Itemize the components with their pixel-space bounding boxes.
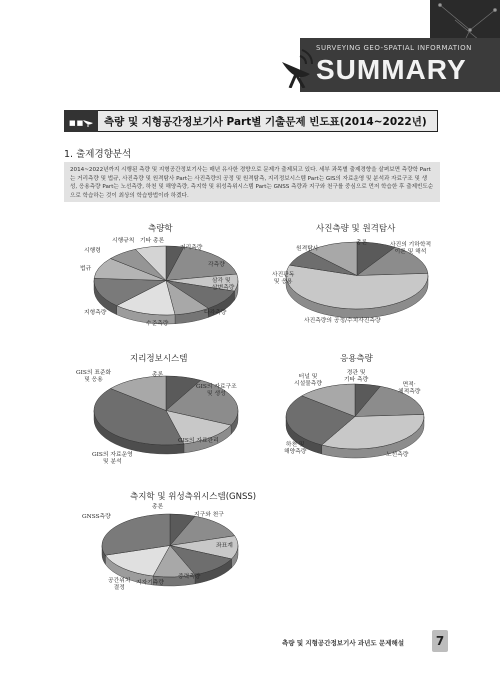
pie1-label-2: 각측량 xyxy=(208,262,225,268)
pie4-label-0: 경관 및 기타 측량 xyxy=(344,370,369,383)
pie4-label-1: 면적· 체적측량 xyxy=(398,382,421,395)
pie3-label-3: GIS의 자료운영 및 분석 xyxy=(92,452,133,465)
section-heading: 1. 출제경향분석 xyxy=(64,149,132,160)
pie5-label-1: 지구와 천구 xyxy=(194,512,224,518)
pie5-label-4: 지자기측량 xyxy=(136,580,164,586)
header-subtitle: SURVEYING GEO-SPATIAL INFORMATION xyxy=(316,44,472,52)
pie1-label-5: 수준측량 xyxy=(146,321,169,327)
chart-title-2: 사진측량 및 원격탐사 xyxy=(316,224,396,234)
pie1-label-6: 지형측량 xyxy=(84,310,107,316)
pie1-label-3: 삼각 및 삼변측량 xyxy=(212,278,235,291)
chart-title-1: 측량학 xyxy=(148,224,173,234)
pie4-label-4: 터널 및 시설물측량 xyxy=(294,374,322,387)
pie2-label-1: 사진의 기하학적 이론 및 해석 xyxy=(390,242,432,255)
pie2-label-3: 사진판독 및 응용 xyxy=(272,272,295,285)
satellite-dish-icon xyxy=(276,44,316,88)
footer-text xyxy=(282,638,404,647)
pie1-label-7: 법규 xyxy=(80,266,92,272)
chart-title-3: 지리정보시스템 xyxy=(130,354,188,364)
chart-title-5: 측지학 및 위성측위시스템(GNSS) xyxy=(130,492,257,502)
pie2-label-2: 사진측량의 공정/수치사진측량 xyxy=(304,318,381,324)
pie5-label-2: 좌표계 xyxy=(216,543,233,549)
pie5-label-5: 공간위치 결정 xyxy=(108,578,131,591)
pie1-label-4: 다각측량 xyxy=(204,310,227,316)
chapter-title-box xyxy=(64,110,438,132)
pie3-label-0: 총론 xyxy=(152,372,164,378)
intro-paragraph: 2014~2022년까지 시행된 측량 및 지형공간정보기사는 매년 유사한 경향으로 문제가 출제되고 있다. 세부 과목별 출제경향을 살펴보면 측량학 Part는 거리측량 및 법규, 사진측량 및 원격탐사 Part는 사진측량의 공정 및 원격탐측, 지리정보시스템 Part는 GIS의 자료운영 및 분석과 자료구조 및 생성, 응용측량 Part는 노선측량, 하천 및 해양측량, 측지학 및 위성측위시스템 Part는 GNSS 측량과 지구와 천구를 중심으로 먼저 학습한 후 출제빈도순으로 학습하는 것이 최상의 학습방법이라 하겠다. xyxy=(64,162,440,202)
pie5-label-6: GNSS측량 xyxy=(82,514,111,520)
pie3-label-4: GIS의 표준화 및 응용 xyxy=(76,370,112,383)
pie1-label-0: 기타 총론 xyxy=(140,238,165,244)
pie4-label-2: 노선측량 xyxy=(386,452,409,458)
footer-title: 측량 및 지형공간정보기사 과년도 문제해설 xyxy=(282,639,405,647)
pie1-label-9: 시행규칙 xyxy=(112,238,135,244)
header-brand: SUMMARY xyxy=(316,54,467,85)
pie2-label-4: 원격탐사 xyxy=(296,246,319,252)
title-dish-icon: ■■ xyxy=(64,110,98,132)
pie-chart-5 xyxy=(100,512,240,588)
pie4-label-3: 하천 및 해양측량 xyxy=(284,442,307,455)
pie3-label-1: GIS의 자료구조 및 생성 xyxy=(196,384,237,397)
pie1-label-8: 시행령 xyxy=(84,248,101,254)
page-number: 7 xyxy=(432,630,448,652)
pie2-label-0: 총론 xyxy=(356,240,368,246)
chart-title-4: 응용측량 xyxy=(340,354,373,364)
chapter-title: 측량 및 지형공간정보기사 Part별 기출문제 빈도표(2014~2022년) xyxy=(104,115,427,128)
pie1-label-1: 거리측량 xyxy=(180,245,203,251)
pie5-label-3: 중력측량 xyxy=(178,574,201,580)
pie5-label-0: 총론 xyxy=(152,504,164,510)
page-header xyxy=(0,0,500,92)
pie3-label-2: GIS의 자료관리 xyxy=(178,438,219,444)
